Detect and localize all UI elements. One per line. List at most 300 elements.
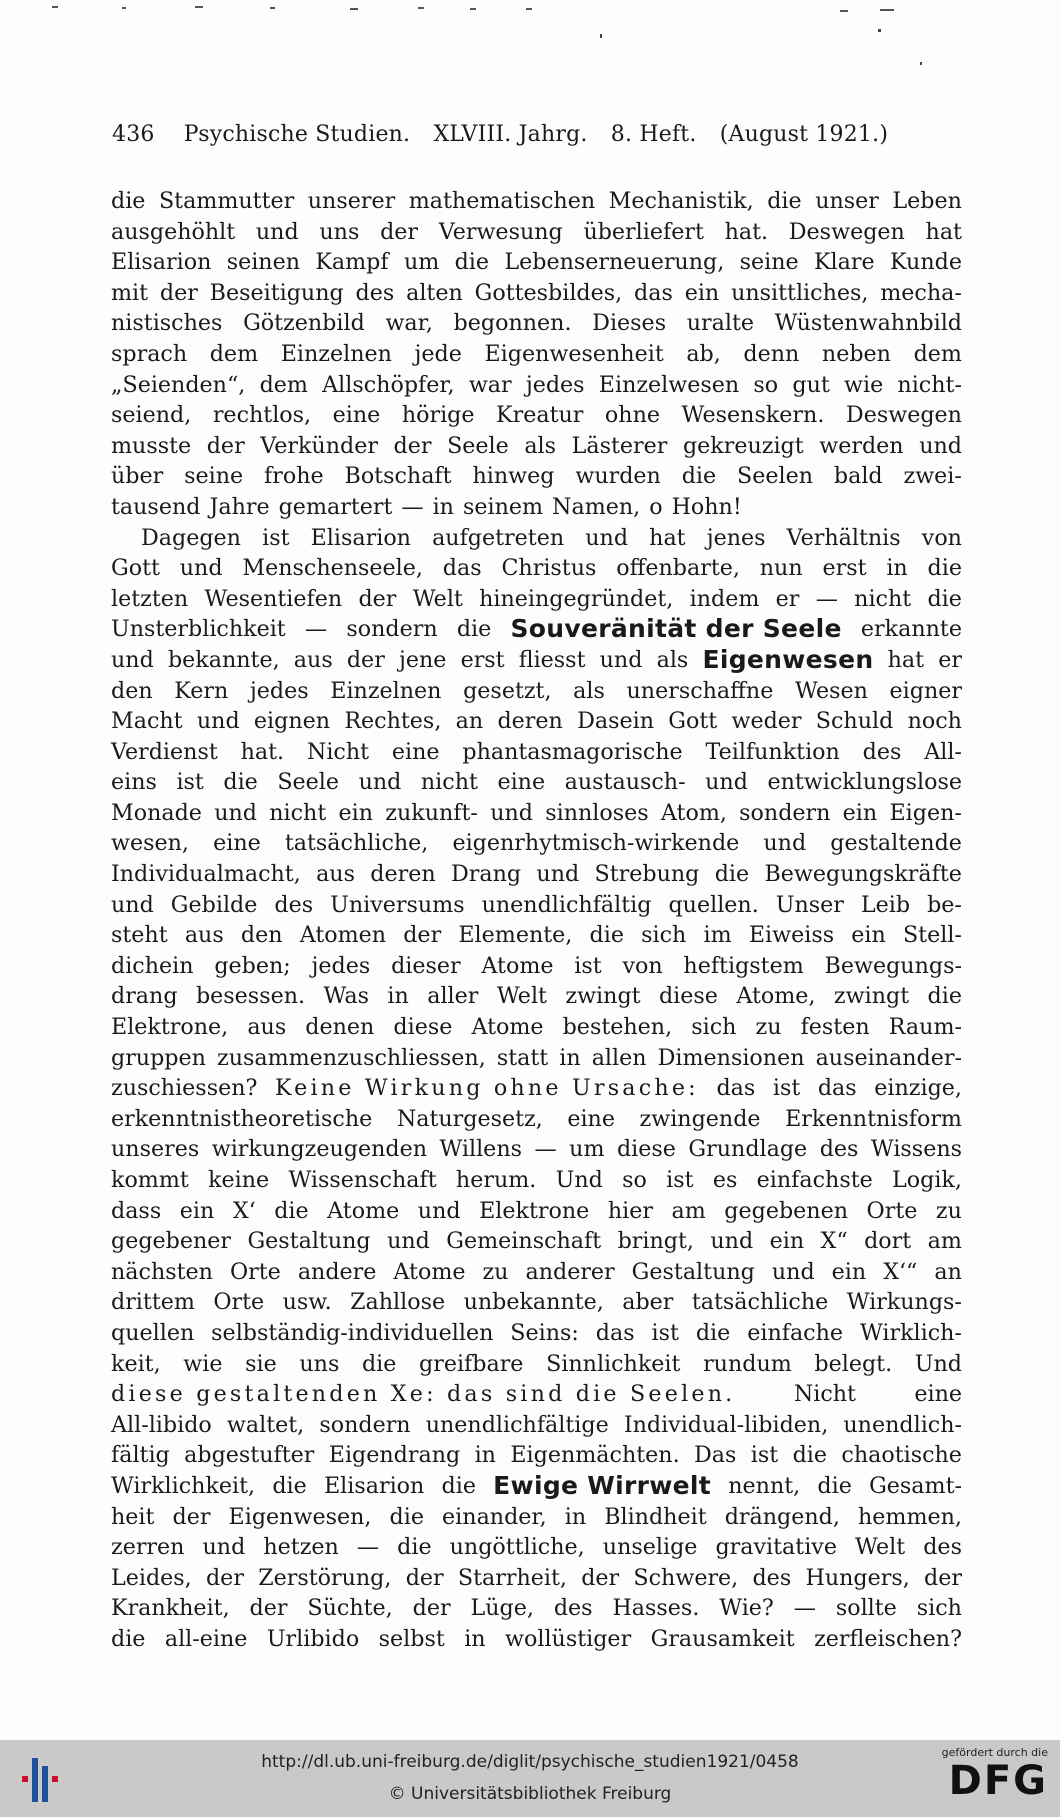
word: Zerstörung,	[258, 1564, 392, 1591]
word: Verdienst	[111, 738, 218, 765]
word: X‘“	[883, 1258, 918, 1285]
word: Dimensionen	[657, 1044, 805, 1071]
word: die	[767, 188, 802, 214]
dfg-logo[interactable]	[936, 1746, 1048, 1812]
word: überliefert	[583, 218, 704, 245]
word: waltet,	[226, 1411, 305, 1438]
word: Beseitigung	[209, 279, 344, 306]
word: mecha-	[880, 279, 962, 306]
word: mathematischen	[408, 188, 596, 214]
word: seine	[739, 249, 799, 276]
text-line	[111, 1624, 962, 1655]
word: Kreatur	[496, 402, 584, 429]
word: Souveränität der Seele	[510, 614, 842, 644]
word: Strebung	[594, 861, 700, 888]
word: denn	[743, 340, 800, 367]
word: drittem	[111, 1289, 195, 1316]
word: in	[559, 1044, 581, 1071]
word: ein	[338, 799, 374, 826]
text-line	[111, 1502, 962, 1533]
word: Seele	[447, 432, 509, 459]
word: festen	[800, 1014, 870, 1041]
word: Urlibido	[266, 1625, 360, 1652]
word: phantasmagorische	[462, 738, 683, 765]
word: der	[172, 1503, 211, 1530]
word: unendlichfältig	[481, 891, 652, 918]
word: frohe	[264, 463, 324, 490]
word: Wie?	[719, 1595, 774, 1622]
word: X“	[820, 1228, 848, 1255]
word: die	[714, 861, 750, 888]
word: gruppen	[111, 1044, 206, 1071]
word: erkannte	[860, 616, 962, 643]
word: Leben	[892, 188, 962, 214]
word: zu	[935, 1197, 962, 1224]
text-line	[111, 798, 962, 829]
word: aus	[247, 1014, 287, 1041]
word: auseinander-	[815, 1044, 962, 1071]
word: ein	[842, 799, 878, 826]
word: ab,	[686, 340, 721, 367]
word: tatsächliche,	[284, 830, 429, 857]
word: die	[681, 463, 717, 490]
word: ein	[684, 279, 720, 306]
text-line	[111, 614, 962, 645]
word: —	[793, 1595, 816, 1622]
word: als	[573, 677, 605, 704]
word: Atome	[393, 1258, 466, 1285]
word: drängend,	[724, 1503, 840, 1530]
word: —	[401, 493, 424, 520]
word: hörige	[401, 402, 475, 429]
word: heftigstem	[683, 952, 804, 979]
word: Orte	[213, 1289, 265, 1316]
word: die	[111, 188, 146, 214]
text-line	[111, 1410, 962, 1441]
word: Welt	[496, 983, 547, 1010]
word: eine	[567, 1105, 615, 1132]
word: ein	[769, 1228, 805, 1255]
word: von	[622, 952, 663, 979]
word: eine	[391, 738, 440, 765]
word: Atome	[481, 952, 554, 979]
word: Dasein	[577, 708, 654, 735]
word: Grausamkeit	[650, 1625, 795, 1652]
word: der	[358, 585, 397, 612]
text-line	[111, 645, 962, 676]
text-line	[111, 1379, 962, 1410]
word: als	[656, 646, 689, 673]
page-url-link[interactable]: http://dl.ub.uni-freiburg.de/diglit/psychische_studien1921/0458	[261, 1752, 799, 1772]
word: Willens	[439, 1136, 522, 1163]
word: erkenntnistheoretische	[111, 1105, 373, 1132]
word: Einzelwesen	[598, 371, 740, 398]
word: unbekannte,	[463, 1289, 604, 1316]
word: Eigenwesen,	[228, 1503, 372, 1530]
word: diese	[616, 1136, 676, 1163]
word: gesetzt,	[463, 677, 552, 704]
word: gemartert	[278, 493, 393, 520]
word: Atom,	[660, 799, 727, 826]
issue-date: (August 1921.)	[719, 122, 889, 147]
word: eigner	[889, 677, 962, 704]
word: Lebenserneuerung,	[504, 249, 725, 276]
word: rechtlos,	[212, 402, 312, 429]
word: Süchte,	[307, 1595, 393, 1622]
word: Raum-	[888, 1014, 962, 1041]
word: Leib	[860, 891, 911, 918]
word: nennt,	[728, 1472, 801, 1499]
text-line	[111, 767, 962, 798]
word: hier	[607, 1197, 653, 1224]
word: Namen,	[552, 493, 641, 520]
word: die	[927, 585, 962, 612]
word: Lüge,	[470, 1595, 534, 1622]
word: nächsten	[111, 1258, 213, 1285]
word: jede	[414, 340, 462, 367]
word: selbst	[378, 1625, 445, 1652]
word: keit,	[111, 1350, 161, 1377]
word: des	[819, 1136, 859, 1163]
word: Schuld	[815, 708, 894, 735]
word: der	[393, 432, 432, 459]
word: Stammutter	[158, 188, 295, 214]
word: sondern	[346, 616, 438, 643]
word: weder	[731, 708, 802, 735]
word: und	[763, 830, 807, 857]
text-line	[111, 981, 962, 1012]
word: Das	[694, 1442, 737, 1469]
word: und	[585, 524, 629, 551]
word: —	[534, 1136, 557, 1163]
word: chaotische	[841, 1442, 962, 1469]
word: usw.	[282, 1289, 332, 1316]
word: Zahllose	[350, 1289, 446, 1316]
word: offenbarte,	[616, 555, 740, 582]
word: der	[346, 646, 385, 673]
word: quellen.	[668, 891, 759, 918]
word: das	[634, 279, 673, 306]
word: dem	[913, 340, 962, 367]
text-line	[111, 186, 962, 217]
word: ein	[179, 1197, 215, 1224]
word: unseres	[111, 1136, 200, 1163]
word: dichein	[111, 952, 194, 979]
word: deren	[497, 708, 563, 735]
word: indem	[689, 585, 760, 612]
word: nicht-	[897, 371, 962, 398]
word: ein	[851, 922, 886, 949]
word: austausch-	[564, 769, 686, 796]
text-line	[111, 370, 962, 401]
word: Einzelnen	[330, 677, 442, 704]
word: Gott	[111, 555, 160, 582]
word: aller	[427, 983, 479, 1010]
word: der	[405, 1564, 444, 1591]
running-header	[112, 122, 962, 147]
word: Kern	[174, 677, 229, 704]
word: der	[924, 1564, 962, 1591]
word: jedes	[525, 371, 585, 398]
word: uralte	[686, 310, 755, 337]
word: in	[564, 1503, 587, 1530]
word: nicht	[854, 585, 912, 612]
word: wesen,	[111, 830, 189, 857]
word: Gottesbildes,	[474, 279, 623, 306]
word: der	[205, 1564, 244, 1591]
word: Elisarion	[111, 249, 212, 276]
word: als	[524, 432, 557, 459]
word: die	[397, 1534, 432, 1561]
word: begonnen.	[453, 310, 572, 337]
word: jenes	[706, 524, 766, 551]
word: Eigenwesenheit	[484, 340, 664, 367]
word: des	[274, 891, 314, 918]
word: Und	[914, 1350, 962, 1377]
word: einfachste	[756, 1167, 873, 1193]
text-line	[111, 706, 962, 737]
word: Wüstenwahnbild	[774, 310, 962, 337]
scan-specks	[0, 0, 1060, 80]
word: kommt	[111, 1167, 189, 1193]
word: Macht	[111, 708, 183, 735]
word: dieser	[391, 952, 461, 979]
word: und	[490, 799, 533, 826]
word: Kunde	[889, 249, 962, 276]
word: Wesentiefen	[204, 585, 343, 612]
word: wie	[844, 371, 884, 398]
word: ist	[176, 769, 204, 796]
word: bald	[833, 463, 883, 490]
word: über	[111, 463, 164, 490]
word: zukunft-	[385, 799, 478, 826]
word: sich	[641, 922, 687, 949]
word: besessen.	[195, 983, 306, 1010]
word: die	[927, 555, 962, 582]
word: Individualmacht,	[111, 861, 301, 888]
word: ist	[651, 1319, 679, 1346]
word: er	[938, 646, 962, 673]
word: eine	[497, 769, 546, 796]
text-line	[111, 828, 962, 859]
text-line	[111, 247, 962, 278]
word: Drang	[450, 861, 522, 888]
word: sondern	[319, 1411, 411, 1438]
word: und	[919, 432, 962, 459]
word: zerfleischen?	[814, 1625, 962, 1652]
word: aus	[316, 861, 355, 888]
word: in	[432, 493, 454, 520]
word: aus	[184, 922, 224, 949]
word: Sinnlichkeit	[546, 1350, 681, 1377]
word: gravitative	[715, 1534, 837, 1561]
text-line	[111, 859, 962, 890]
word: die	[272, 1472, 307, 1499]
word: uns	[319, 218, 360, 245]
word: die	[927, 983, 962, 1010]
text-line	[111, 553, 962, 584]
text-line	[111, 951, 962, 982]
word: aufgetreten	[432, 524, 565, 551]
text-line	[111, 1318, 962, 1349]
word: es	[712, 1167, 738, 1193]
word: keine	[208, 1167, 270, 1193]
word: der	[206, 432, 245, 459]
word: ohne	[604, 402, 660, 429]
word: und	[705, 769, 748, 796]
word: und	[417, 1197, 461, 1224]
word: erst	[822, 555, 867, 582]
word: Seele	[277, 769, 340, 796]
word: und	[111, 646, 154, 673]
word: so	[753, 371, 779, 398]
word: Elisarion	[310, 524, 411, 551]
word: Gebilde	[170, 891, 258, 918]
word: gestaltende	[830, 830, 962, 857]
word: zuschiessen?	[111, 1075, 258, 1102]
word: zerren	[111, 1534, 185, 1561]
text-line	[111, 308, 962, 339]
word: einfache	[747, 1319, 844, 1346]
word: hemmen,	[858, 1503, 962, 1530]
word: und	[202, 1534, 246, 1561]
word: der	[380, 218, 419, 245]
word: den	[111, 677, 153, 704]
text-line	[111, 1471, 962, 1502]
word: all-eine	[164, 1625, 248, 1652]
text-line	[111, 890, 962, 921]
word: Christus	[501, 555, 597, 582]
word: und	[358, 769, 402, 796]
word: die	[695, 1319, 731, 1346]
word: Ewige Wirrwelt	[493, 1470, 712, 1500]
word: am	[671, 1197, 706, 1224]
word: und	[387, 1228, 430, 1255]
word: an	[934, 1258, 962, 1285]
word: ist	[666, 1167, 694, 1193]
text-line	[111, 217, 962, 248]
word: in	[464, 1625, 486, 1652]
word: —	[304, 616, 328, 643]
word: Nicht	[793, 1381, 856, 1408]
text-line	[111, 1134, 962, 1165]
word: All-libido	[111, 1411, 212, 1438]
word: und	[196, 708, 240, 735]
word: ausgehöhlt	[111, 218, 236, 245]
text-line	[111, 1196, 962, 1227]
word: Deswegen	[788, 218, 905, 245]
word: musste	[111, 432, 192, 459]
word: die	[456, 616, 492, 643]
word: uns	[299, 1350, 340, 1377]
word: seinen	[226, 249, 301, 276]
word: die	[389, 1503, 424, 1530]
word: unser	[815, 188, 879, 214]
word: —	[815, 585, 838, 612]
word: hat.	[724, 218, 769, 245]
word: hat	[649, 524, 686, 551]
word: gekreuzigt	[682, 432, 804, 459]
word: der	[249, 1595, 288, 1622]
word: jene	[398, 646, 447, 673]
word: X‘	[232, 1197, 256, 1224]
word: aber	[622, 1289, 674, 1316]
word: werden	[819, 432, 904, 459]
text-line	[111, 1257, 962, 1288]
word: seiend,	[111, 402, 192, 429]
word: Eigenwesen	[702, 644, 874, 674]
word: —	[356, 1534, 380, 1561]
word: das	[595, 1319, 635, 1346]
word: und	[255, 218, 299, 245]
word: am	[927, 1228, 962, 1255]
word: hetzen	[263, 1534, 339, 1561]
word: das	[442, 555, 482, 582]
body-text	[111, 186, 962, 1655]
text-line	[111, 1287, 962, 1318]
word: das	[716, 1075, 756, 1102]
word: Gemeinschaft	[446, 1228, 602, 1255]
word: Hohn!	[671, 493, 742, 520]
word: die	[454, 249, 490, 276]
text-line	[111, 492, 962, 523]
word: Hasses.	[612, 1595, 700, 1622]
text-line	[111, 1043, 962, 1074]
word: Und	[555, 1167, 603, 1193]
copyright-notice: © Universitätsbibliothek Freiburg	[388, 1784, 672, 1804]
word: Schwere,	[633, 1564, 739, 1591]
word: tausend	[111, 493, 201, 520]
word: Blindheit	[604, 1503, 707, 1530]
word: der	[412, 1595, 451, 1622]
text-line	[111, 920, 962, 951]
word: selbständig-individuellen	[211, 1319, 494, 1346]
text-line	[111, 400, 962, 431]
word: unserer	[307, 188, 396, 214]
text-line	[111, 278, 962, 309]
word: Klare	[813, 249, 875, 276]
word: Jahre	[209, 493, 270, 520]
word: ist	[772, 1075, 801, 1102]
journal-title: Psychische Studien.	[183, 122, 411, 147]
word: die	[111, 1625, 146, 1652]
word: anderer	[525, 1258, 615, 1285]
word: ist	[262, 524, 290, 551]
word: Was	[323, 983, 369, 1010]
word: Universums	[330, 891, 465, 918]
word: er	[775, 585, 800, 612]
word: diese gestaltenden Xe: das sind die Seelen.	[111, 1381, 736, 1408]
word: ein	[831, 1258, 867, 1285]
word: unendlichfältige	[425, 1411, 609, 1438]
word: Atome,	[736, 983, 816, 1010]
word: Dieses	[592, 310, 667, 337]
word: und	[710, 1228, 754, 1255]
word: wollüstiger	[505, 1625, 632, 1652]
word: wirkungzeugenden	[211, 1136, 427, 1163]
word: Eigen-	[889, 799, 962, 826]
word: Wirkungs-	[846, 1289, 962, 1316]
word: unsittliches,	[731, 279, 869, 306]
word: zu	[482, 1258, 509, 1285]
word: aus	[293, 646, 333, 673]
text-line	[111, 461, 962, 492]
word: steht	[111, 922, 168, 949]
word: Grundlage	[688, 1136, 808, 1163]
word: erst	[460, 646, 505, 673]
word: Krankheit,	[111, 1595, 230, 1622]
text-line	[111, 1104, 962, 1135]
